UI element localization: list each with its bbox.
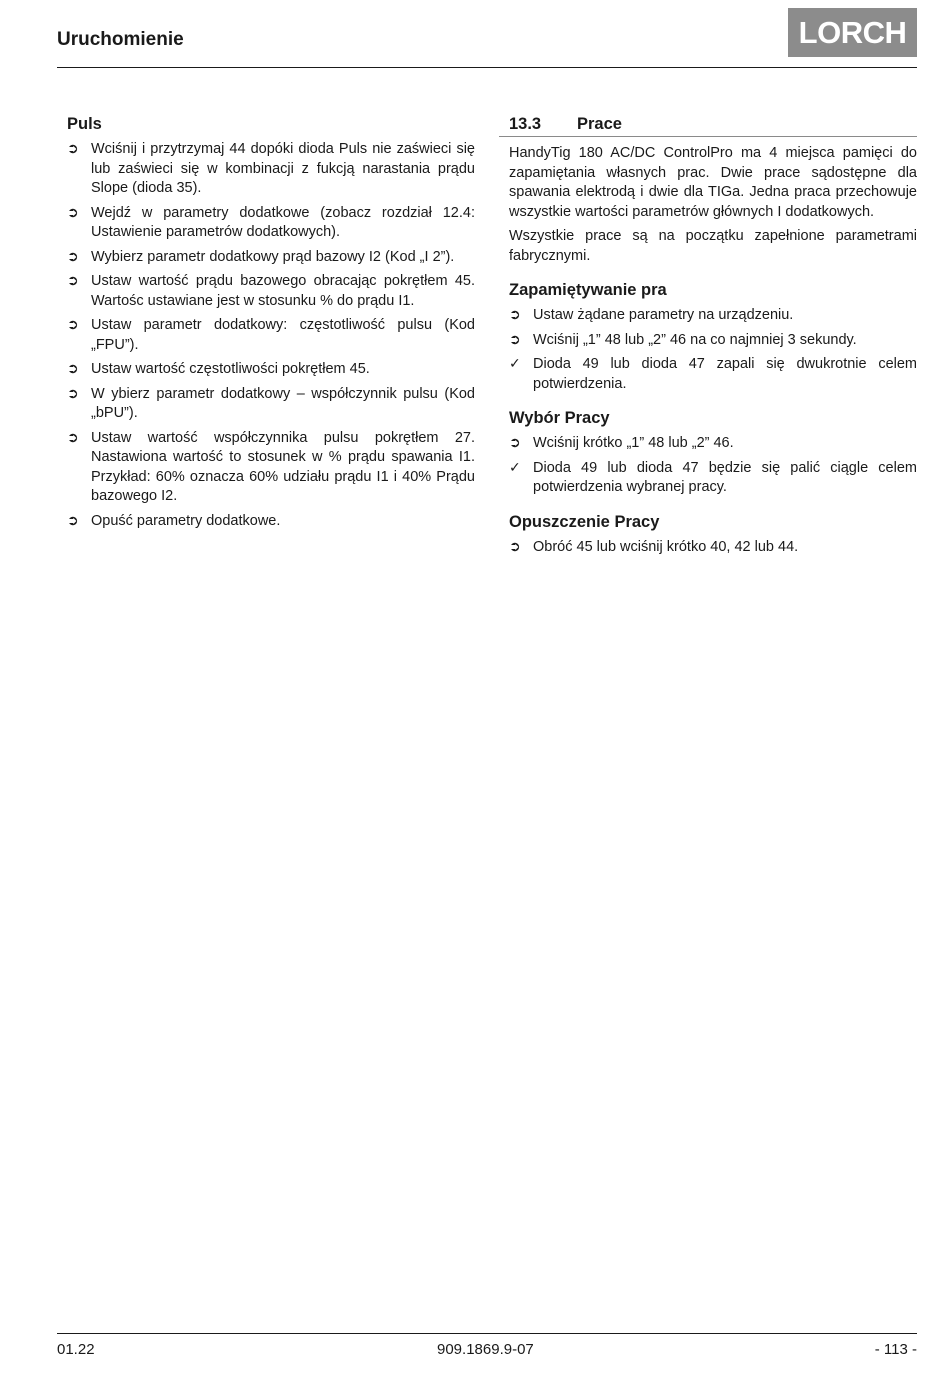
list-item-text: Wciśnij „1” 48 lub „2” 46 na co najmniej 3 sekundy. [533,331,857,348]
list-item [509,434,917,454]
section-heading [499,113,917,137]
intro-paragraph: HandyTig 180 AC/DC ControlPro ma 4 miejsca pamięci do zapamiętania własnych prac. Dwie prace sądostępne dla spawania elektrodą i dwie dla TIGa. Jedna praca przechowuje wszystkie wartości parametrów głównych I dodatkowych. [509,145,917,220]
arrow-bullet-icon: ➲ [509,307,521,323]
arrow-bullet-icon: ➲ [67,429,79,446]
list-item-text: Wciśnij krótko „1” 48 lub „2” 46. [533,435,734,451]
arrow-bullet-icon: ➲ [67,512,79,529]
arrow-bullet-icon: ➲ [67,361,79,377]
checkmark-icon: ✓ [509,356,521,372]
list-item [509,355,917,394]
list-item-text: Obróć 45 lub wciśnij krótko 40, 42 lub 44. [533,538,799,555]
list-item [67,140,475,199]
arrow-bullet-icon: ➲ [509,331,521,348]
right-column [499,113,917,562]
list-item-text: Ustaw wartość prądu bazowego obracając pokrętłem 45. Wartośc ustawiane jest w stosunku % do prądu I1. [91,273,475,309]
list-item [67,272,475,311]
section-number: 13.3 [509,115,542,133]
footer-doc-number: 909.1869.9-07 [437,1341,534,1358]
list-item [509,331,917,351]
factory-note-paragraph: Wszystkie prace są na początku zapełnione parametrami fabrycznymi. [509,228,917,264]
arrow-bullet-icon: ➲ [67,204,79,221]
save-job-list [499,306,917,394]
arrow-bullet-icon: ➲ [67,385,79,402]
list-item-text: Opuść parametry dodatkowe. [91,512,281,529]
select-job-heading: Wybór Pracy [509,409,610,427]
list-item [509,459,917,498]
arrow-bullet-icon: ➲ [509,435,521,451]
list-item-text: Wciśnij i przytrzymaj 44 dopóki dioda Puls nie zaświeci się lub zaświeci się w kombinacji z fukcją narastania prądu Slope (dioda 35). [91,141,475,196]
list-item [509,306,917,326]
arrow-bullet-icon: ➲ [67,317,79,333]
section-title: Prace [577,115,622,133]
header-divider [57,67,917,68]
list-item-text: Wejdź w parametry dodatkowe (zobacz rozdział 12.4: Ustawienie parametrów dodatkowych). [91,204,475,240]
list-item [67,204,475,243]
arrow-bullet-icon: ➲ [509,538,521,555]
list-item-text: Wybierz parametr dodatkowy prąd bazowy I2 (Kod „I 2”). [91,248,455,265]
list-item [67,248,475,268]
list-item [67,429,475,507]
exit-job-heading: Opuszczenie Pracy [509,512,660,531]
puls-heading: Puls [67,115,102,133]
page-header-title: Uruchomienie [57,29,184,50]
list-item-text: Dioda 49 lub dioda 47 będzie się palić ciągle celem potwierdzenia wybranej pracy. [533,459,917,495]
footer-page-number: - 113 - [874,1341,917,1358]
left-column [67,113,475,536]
list-item-text: Ustaw wartość współczynnika pulsu pokrętłem 27. Nastawiona wartość to stosunek w % prądu spawania I1. Przykład: 60% oznacza 60% udziału prądu I1 i 40% Prądu bazowego I2. [91,429,475,504]
exit-job-list [499,538,917,558]
list-item [67,360,475,380]
list-item-text: Dioda 49 lub dioda 47 zapali się dwukrotnie celem potwierdzenia. [533,356,917,392]
list-item-text: Ustaw parametr dodatkowy: częstotliwość pulsu (Kod „FPU”). [91,317,475,353]
list-item [67,385,475,424]
checkmark-icon: ✓ [509,459,521,476]
arrow-bullet-icon: ➲ [67,248,79,265]
arrow-bullet-icon: ➲ [67,141,79,157]
list-item-text: Ustaw żądane parametry na urządzeniu. [533,307,794,323]
list-item [67,316,475,355]
save-job-heading: Zapamiętywanie pra [509,281,667,299]
list-item-text: Ustaw wartość częstotliwości pokrętłem 45. [91,361,370,377]
list-item [509,538,917,558]
lorch-logo: LORCH [788,8,917,57]
footer-divider [57,1333,917,1334]
footer-date: 01.22 [57,1341,95,1358]
select-job-list [499,434,917,498]
puls-steps-list [67,140,475,531]
list-item-text: W ybierz parametr dodatkowy – współczynnik pulsu (Kod „bPU”). [91,385,475,421]
list-item [67,512,475,532]
arrow-bullet-icon: ➲ [67,273,79,289]
